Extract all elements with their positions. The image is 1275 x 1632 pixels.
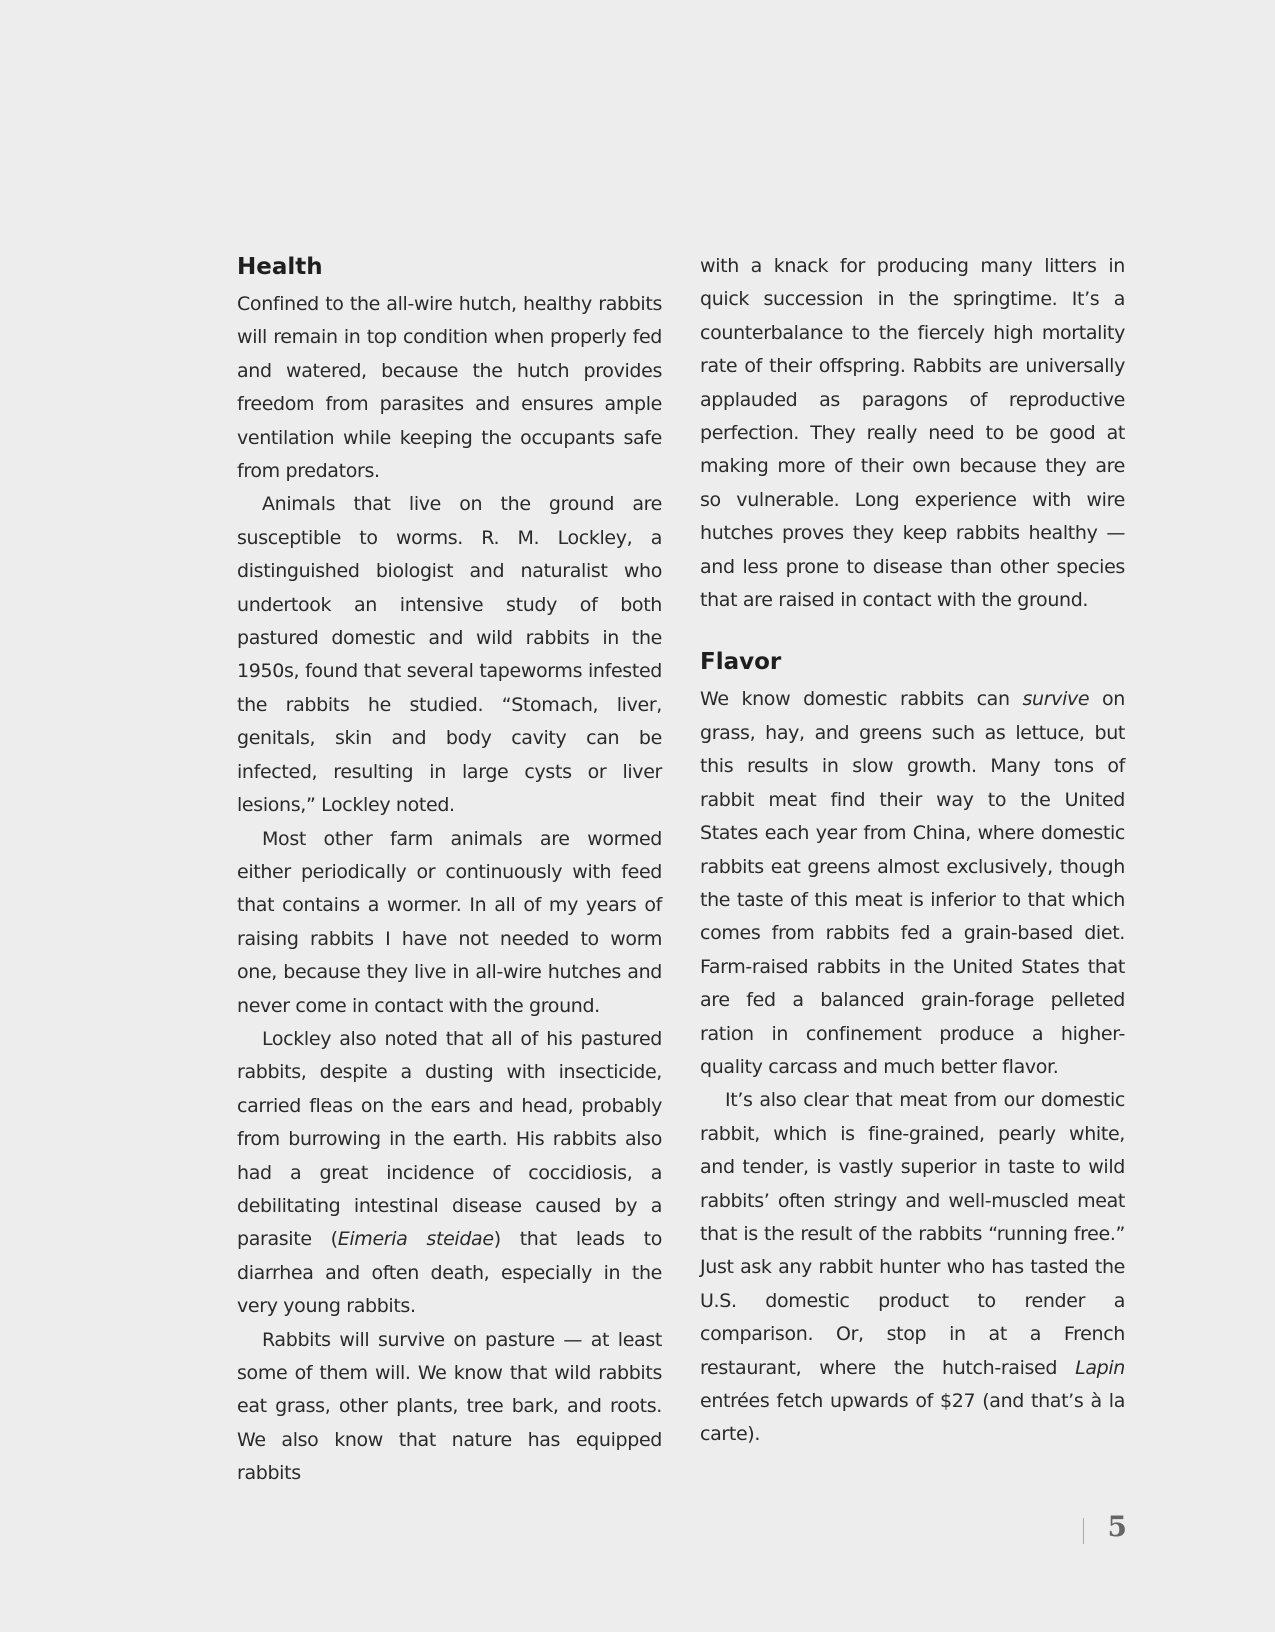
health-paragraph-5-continued: with a knack for producing many litters in quick succession in the springtime. It’s a counterbalance to the fiercely high mortality rate of their offspring. Rabbits are universally applauded as paragons of reproductive perfection. They really need to be good at making more of their own because they are so vulnerable. Long experience with wire hutches proves they keep rabbits healthy — and less prone to disease than other species that are raised in contact with the ground. — [700, 255, 1125, 612]
flavor-heading: Flavor — [700, 649, 782, 676]
health-paragraph-5: Rabbits will survive on pasture — at least some of them will. We know that wild rabbits eat grass, other plants, tree bark, and roots. We also know that nature has equipped rabbits — [237, 1328, 662, 1485]
right-column — [700, 250, 1125, 1452]
flavor-paragraph-2 — [700, 1084, 1125, 1451]
flavor-p1-text-a: We know domestic rabbits can — [700, 688, 1023, 711]
health-paragraph-4 — [237, 1023, 662, 1324]
flavor-p1-text-b: on grass, hay, and greens such as lettuce, but this results in slow growth. Many tons of rabbit meat find their way to the United States each year from China, where domestic rabbits eat greens almost exclusively, though the taste of this meat is inferior to that which comes from rabbits fed a grain-based diet. Farm-raised rabbits in the United States that are fed a balanced grain-forage pelleted ration in confinement produce a higher-quality carcass and much better flavor. — [700, 688, 1125, 1078]
left-column — [237, 248, 662, 1491]
health-paragraph-2: Animals that live on the ground are susceptible to worms. R. M. Lockley, a distinguished biologist and naturalist who undertook an intensive study of both pastured domestic and wild rabbits in the 1950s, found that several tapeworms infested the rabbits he studied. “Stomach, liver, genitals, skin and body cavity can be infected, resulting in large cysts or liver lesions,” Lockley noted. — [237, 493, 662, 817]
flavor-p1-italic: survive — [1022, 688, 1090, 711]
flavor-p2-italic: Lapin — [1075, 1356, 1125, 1379]
flavor-paragraph-1 — [700, 683, 1125, 1084]
health-paragraph-1: Confined to the all-wire hutch, healthy rabbits will remain in top condition when properly fed and watered, because the hutch provides freedom from parasites and ensures ample ventilation while keeping the occupants safe from predators. — [237, 293, 662, 483]
health-heading: Health — [237, 254, 323, 280]
health-paragraph-3: Most other farm animals are wormed either periodically or continuously with feed that contains a wormer. In all of my years of raising rabbits I have not needed to worm one, because they live in all-wire hutches and never come in contact with the ground. — [237, 827, 662, 1017]
flavor-p2-text-b: entrées fetch upwards of $27 (and that’s à la carte). — [700, 1390, 1125, 1446]
health-p4-italic: Eimeria steidae — [337, 1228, 494, 1251]
health-p4-text-a: Lockley also noted that all of his pastured rabbits, despite a dusting with insecticide, carried fleas on the ears and head, probably from burrowing in the earth. His rabbits also had a great incidence of coccidiosis, a debilitating intestinal disease caused by a parasite ( — [237, 1027, 662, 1251]
page-number: 5 — [1107, 1510, 1127, 1543]
flavor-p2-text-a: It’s also clear that meat from our domestic rabbit, which is fine-grained, pearly white, and tender, is vastly superior in taste to wild rabbits’ often stringy and well-muscled meat that is the result of the rabbits “running free.” Just ask any rabbit hunter who has tasted the U.S. domestic product to render a comparison. Or, stop in at a French restaurant, where the hutch-raised — [700, 1089, 1125, 1379]
page-number-divider — [1083, 1518, 1084, 1544]
health-p4-text-b: ) that leads to diarrhea and often death, especially in the very young rabbits. — [237, 1228, 662, 1318]
